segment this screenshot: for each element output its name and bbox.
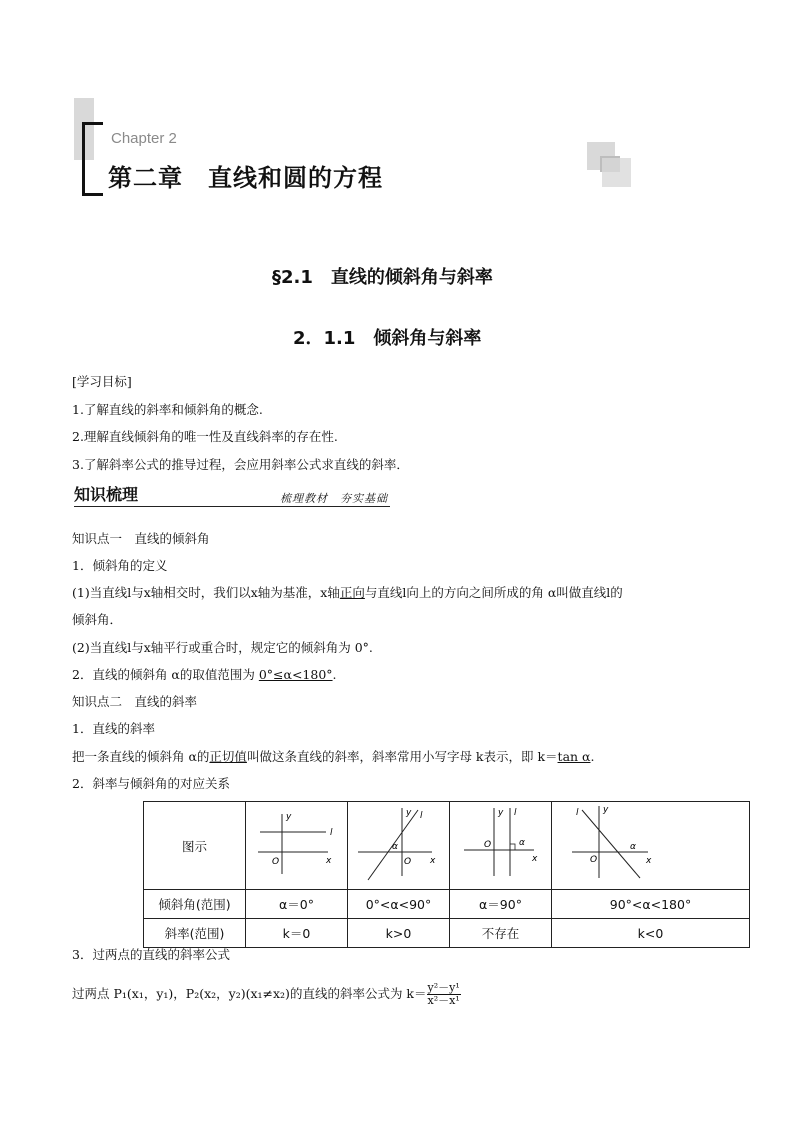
- line-label: l: [330, 828, 333, 838]
- header-bracket: [82, 122, 103, 196]
- kp1-range-underlined: 0°≤α<180°: [258, 667, 333, 682]
- kp1-def-heading: 1．倾斜角的定义: [72, 558, 168, 573]
- alpha-label: α: [392, 842, 398, 852]
- slope-cell-3: 不存在: [450, 919, 552, 948]
- axis-x-label: x: [430, 856, 436, 866]
- formula-numerator: y²－y¹: [427, 981, 460, 994]
- kp1-range-b: .: [332, 667, 337, 682]
- banner-divider: [74, 506, 390, 507]
- axis-y-label: y: [286, 812, 292, 822]
- diagram-cell-vertical: [450, 802, 552, 890]
- origin-label: O: [484, 840, 492, 850]
- alpha-label: α: [519, 838, 525, 848]
- angle-cell-3: α＝90°: [450, 890, 552, 919]
- angle-cell-4: 90°<α<180°: [552, 890, 750, 919]
- section-title: §2.1 直线的倾斜角与斜率: [272, 267, 493, 288]
- table-row-slopes: [144, 919, 750, 948]
- kp2-slope-underlined-2: tan α: [557, 749, 591, 764]
- kp2-slope-underlined-1: 正切值: [209, 749, 247, 764]
- diagram-negative-slope: [552, 802, 749, 886]
- table-row-angles: [144, 890, 750, 919]
- slope-cell-1: k＝0: [246, 919, 348, 948]
- angle-cell-1: α＝0°: [246, 890, 348, 919]
- alpha-label: α: [630, 842, 636, 852]
- angle-cell-2: 0°<α<90°: [348, 890, 450, 919]
- banner-subtitle: 梳理教材 夯实基础: [280, 492, 388, 505]
- kp3-formula-text: 过两点 P₁(x₁，y₁)，P₂(x₂，y₂)(x₁≠x₂)的直线的斜率公式为 k＝: [72, 986, 427, 1001]
- line-label: l: [576, 808, 579, 818]
- kp1-def1-cont: 倾斜角．: [72, 612, 123, 627]
- axis-y-label: y: [603, 805, 609, 815]
- kp1-def1-line: [72, 585, 623, 601]
- kp3-formula-line: [72, 980, 461, 1008]
- line-label: l: [514, 808, 517, 818]
- goals-heading: [学习目标]: [72, 374, 132, 389]
- kp2-slope-line: [72, 749, 594, 765]
- kp1-def1-a: (1)当直线l与x轴相交时，我们以x轴为基准，x轴: [72, 585, 340, 600]
- axis-x-label: x: [532, 854, 538, 864]
- chapter-title: 第二章 直线和圆的方程: [108, 164, 383, 192]
- kp2-slope-c: .: [590, 749, 595, 764]
- slope-cell-4: k<0: [552, 919, 750, 948]
- row-label-angle: 倾斜角(范围): [144, 890, 246, 919]
- formula-denominator: x²－x¹: [427, 994, 460, 1007]
- diagram-cell-positive: [348, 802, 450, 890]
- row-label-slope: 斜率(范围): [144, 919, 246, 948]
- line-label: l: [420, 811, 423, 821]
- axis-x-label: x: [646, 856, 652, 866]
- kp1-def2: (2)当直线l与x轴平行或重合时，规定它的倾斜角为 0°.: [72, 640, 373, 655]
- subsection-title: 2．1.1 倾斜角与斜率: [293, 328, 482, 349]
- diagram-cell-negative: [552, 802, 750, 890]
- banner-title: 知识梳理: [74, 485, 139, 504]
- kp1-def1-b: 与直线l向上的方向之间所成的角 α叫做直线l的: [364, 585, 623, 600]
- kp1-range-a: 2．直线的倾斜角 α的取值范围为: [72, 667, 259, 682]
- kp3-heading: 3．过两点的直线的斜率公式: [72, 947, 230, 962]
- axis-y-label: y: [498, 808, 504, 818]
- kp2-slope-heading: 1．直线的斜率: [72, 721, 155, 736]
- kp1-range-line: [72, 667, 337, 683]
- slope-angle-table: [143, 801, 750, 948]
- header-decor-square-3: [602, 158, 631, 187]
- goal-item-3: 3.了解斜率公式的推导过程，会应用斜率公式求直线的斜率．: [72, 457, 409, 472]
- diagram-cell-horizontal: [246, 802, 348, 890]
- kp2-rel-heading: 2．斜率与倾斜角的对应关系: [72, 776, 230, 791]
- origin-label: O: [272, 857, 280, 867]
- goal-item-1: 1.了解直线的斜率和倾斜角的概念.: [72, 402, 263, 417]
- diagram-vertical-line: [450, 802, 551, 886]
- diagram-positive-slope: [348, 802, 449, 886]
- kp2-slope-a: 把一条直线的倾斜角 α的: [72, 749, 210, 764]
- axis-x-label: x: [326, 856, 332, 866]
- chapter-label: Chapter 2: [111, 130, 177, 147]
- table-row-diagrams: [144, 802, 750, 890]
- kp2-heading: 知识点二 直线的斜率: [72, 694, 198, 709]
- row-label-diagram: 图示: [144, 802, 246, 890]
- origin-label: O: [590, 855, 598, 865]
- slope-formula-fraction: [427, 982, 461, 1007]
- kp2-slope-b: 叫做这条直线的斜率，斜率常用小写字母 k表示，即 k＝: [246, 749, 558, 764]
- goal-item-2: 2.理解直线倾斜角的唯一性及直线斜率的存在性.: [72, 429, 338, 444]
- kp1-heading: 知识点一 直线的倾斜角: [72, 531, 210, 546]
- axis-y-label: y: [406, 808, 412, 818]
- slope-cell-2: k>0: [348, 919, 450, 948]
- diagram-horizontal-line: [246, 802, 347, 886]
- kp1-def1-underlined: 正向: [339, 585, 365, 600]
- origin-label: O: [404, 857, 412, 867]
